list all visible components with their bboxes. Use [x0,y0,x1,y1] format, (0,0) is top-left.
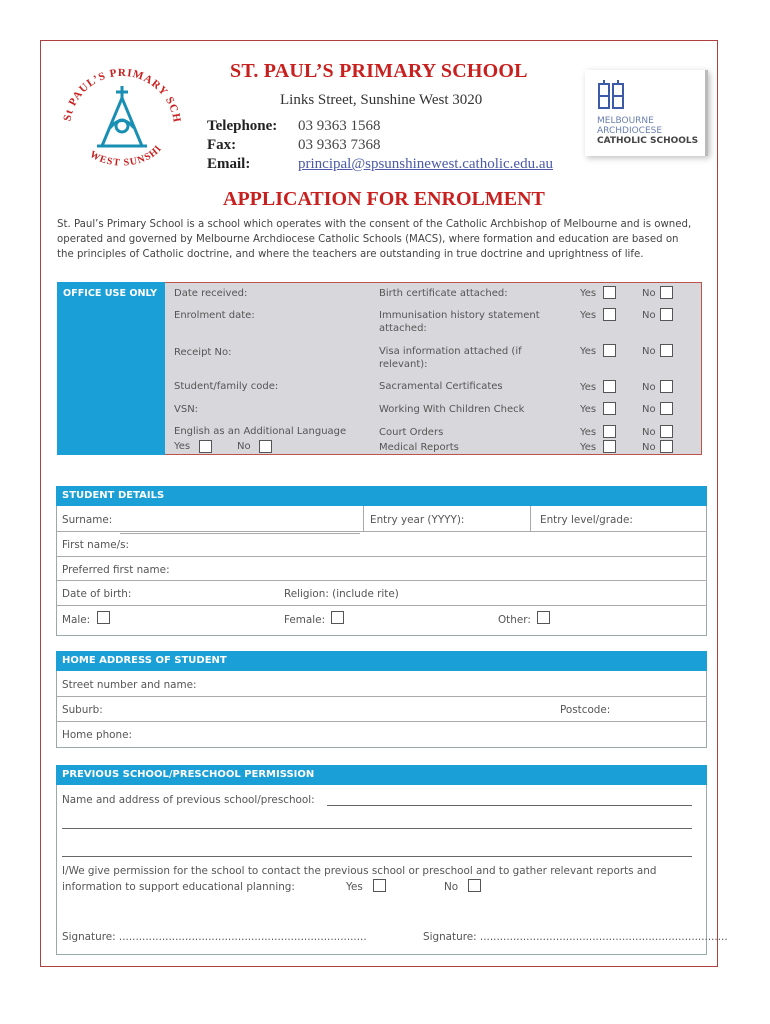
wwcc-yes-checkbox[interactable] [603,402,616,415]
fax-value: 03 9363 7368 [298,137,381,153]
receipt-no-label: Receipt No: [174,347,232,358]
fax-label: Fax: [207,137,237,153]
suburb-label[interactable]: Suburb: [62,704,103,716]
logo-text-top: St PAUL’S PRIMARY SCH [61,66,183,124]
signature-field-1[interactable]: Signature: ........................................................................... [62,931,367,943]
signature-field-2[interactable]: Signature: ........................................................................... [423,931,728,943]
surname-divider [363,506,364,531]
wwcc-no-checkbox[interactable] [660,402,673,415]
wwcc-label: Working With Children Check [379,404,525,415]
enrolment-date-label: Enrolment date: [174,310,255,321]
medical-no-checkbox[interactable] [660,440,673,453]
street-label[interactable]: Street number and name: [62,679,197,691]
form-title: APPLICATION FOR ENROLMENT [223,188,545,210]
family-code-label: Student/family code: [174,381,279,392]
visa-label-2: relevant): [379,359,428,370]
court-orders-yes-checkbox[interactable] [603,425,616,438]
first-names-line [56,556,707,557]
first-names-label[interactable]: First name/s: [62,539,130,551]
surname-field[interactable] [120,533,360,534]
intro-paragraph: St. Paul’s Primary School is a school which operates with the consent of the Catholic Archbishop of Melbourne and is owned, operated and governed by Melbourne Archdiocese Catholic Schools (MACS), where formation and education are based on the principles of Catholic doctrine, and where the teachers are outstanding in true doctrine and uprightness of life. [57,219,692,260]
visa-yes-label: Yes [580,346,597,357]
birth-cert-yes-checkbox[interactable] [603,286,616,299]
suburb-line [56,721,707,722]
macs-line3: CATHOLIC SCHOOLS [597,136,699,146]
immunisation-no-checkbox[interactable] [660,308,673,321]
entry-level-label: Entry level/grade: [540,514,633,526]
eal-label: English as an Additional Language [174,426,347,437]
immunisation-yes-checkbox[interactable] [603,308,616,321]
medical-no-label: No [642,442,656,453]
previous-school-line-2[interactable] [62,828,692,829]
other-checkbox[interactable] [537,611,550,624]
wwcc-no-label: No [642,404,656,415]
permission-text-2: information to support educational planning: [62,881,295,893]
surname-row-line [56,531,707,532]
visa-yes-checkbox[interactable] [603,344,616,357]
court-orders-no-label: No [642,427,656,438]
dob-label[interactable]: Date of birth: [62,588,132,600]
street-line [56,696,707,697]
visa-no-checkbox[interactable] [660,344,673,357]
previous-school-field[interactable] [327,805,692,806]
previous-school-line-3[interactable] [62,856,692,857]
male-checkbox[interactable] [97,611,110,624]
macs-text [597,116,698,146]
macs-line1: MELBOURNE [597,116,654,126]
permission-no-label: No [444,881,459,893]
school-crest-logo [52,58,192,176]
telephone-label: Telephone: [207,118,278,134]
eal-no-label: No [237,441,251,452]
dob-line [56,605,707,606]
religion-label[interactable]: Religion: (include rite) [284,588,399,600]
court-orders-yes-label: Yes [580,427,597,438]
birth-cert-yes-label: Yes [580,288,597,299]
email-link[interactable]: principal@spsunshinewest.catholic.edu.au [298,156,553,172]
sacramental-label: Sacramental Certificates [379,381,503,392]
court-orders-label: Court Orders [379,427,444,438]
email-label: Email: [207,156,251,172]
immunisation-label-2: attached: [379,323,427,334]
wwcc-yes-label: Yes [580,404,597,415]
school-name: ST. PAUL’S PRIMARY SCHOOL [230,60,528,82]
sacramental-yes-label: Yes [580,382,597,393]
date-received-label: Date received: [174,288,248,299]
medical-yes-label: Yes [580,442,597,453]
vsn-label: VSN: [174,404,199,415]
medical-reports-label: Medical Reports [379,442,459,453]
eal-yes-label: Yes [174,441,191,452]
entry-divider [530,506,531,531]
crest-emblem-icon [97,86,147,146]
previous-school-label: Name and address of previous school/preschool: [62,794,315,806]
other-label: Other: [498,614,531,626]
logo-text-bottom: WEST SUNSHI [87,142,165,169]
immunisation-label-1: Immunisation history statement [379,310,540,321]
postcode-label[interactable]: Postcode: [560,704,611,716]
permission-yes-checkbox[interactable] [373,879,386,892]
female-label: Female: [284,614,326,626]
birth-cert-label: Birth certificate attached: [379,288,508,299]
preferred-name-line [56,580,707,581]
court-orders-no-checkbox[interactable] [660,425,673,438]
permission-no-checkbox[interactable] [468,879,481,892]
school-address: Links Street, Sunshine West 3020 [280,92,483,108]
birth-cert-no-label: No [642,288,656,299]
sacramental-no-checkbox[interactable] [660,380,673,393]
visa-no-label: No [642,346,656,357]
entry-year-label: Entry year (YYYY): [370,514,465,526]
medical-yes-checkbox[interactable] [603,440,616,453]
preferred-name-label[interactable]: Preferred first name: [62,564,170,576]
sacramental-yes-checkbox[interactable] [603,380,616,393]
office-use-label: OFFICE USE ONLY [57,282,165,455]
permission-yes-label: Yes [346,881,363,893]
home-address-heading: HOME ADDRESS OF STUDENT [56,651,707,671]
birth-cert-no-checkbox[interactable] [660,286,673,299]
permission-text-1: I/We give permission for the school to contact the previous school or preschool and to gather relevant reports and [62,865,657,877]
macs-line2: ARCHDIOCESE [597,126,663,136]
previous-school-heading: PREVIOUS SCHOOL/PRESCHOOL PERMISSION [56,765,707,785]
eal-yes-checkbox[interactable] [199,440,212,453]
home-phone-label[interactable]: Home phone: [62,729,133,741]
sacramental-no-label: No [642,382,656,393]
macs-logo-icon [597,80,625,114]
visa-label-1: Visa information attached (if [379,346,522,357]
student-details-heading: STUDENT DETAILS [56,486,707,506]
immunisation-yes-label: Yes [580,310,597,321]
surname-label: Surname: [62,514,113,526]
female-checkbox[interactable] [331,611,344,624]
immunisation-no-label: No [642,310,656,321]
telephone-value: 03 9363 1568 [298,118,381,134]
male-label: Male: [62,614,91,626]
eal-no-checkbox[interactable] [259,440,272,453]
